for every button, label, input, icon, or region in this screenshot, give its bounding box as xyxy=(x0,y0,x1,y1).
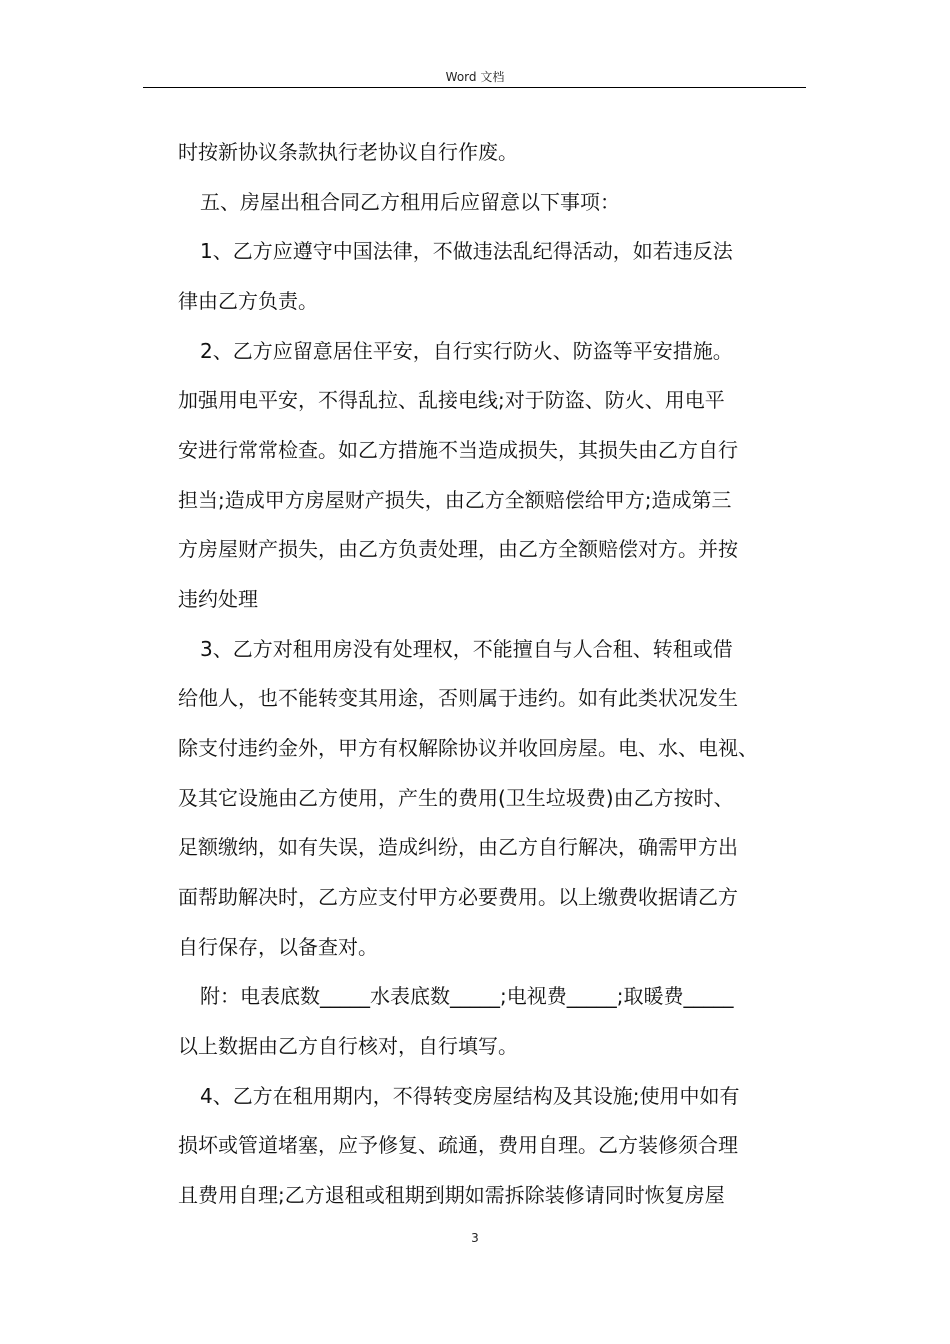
text-line: 1、乙方应遵守中国法律，不做违法乱纪得活动，如若违反法 xyxy=(200,239,733,263)
text-line: 律由乙方负责。 xyxy=(178,289,318,313)
text-line: 损坏或管道堵塞，应予修复、疏通，费用自理。乙方装修须合理 xyxy=(178,1133,738,1157)
text-line: 除支付违约金外，甲方有权解除协议并收回房屋。电、水、电视、 xyxy=(178,736,758,760)
text-line: 及其它设施由乙方使用，产生的费用(卫生垃圾费)由乙方按时、 xyxy=(178,786,734,810)
text-line: 且费用自理;乙方退租或租期到期如需拆除装修请同时恢复房屋 xyxy=(178,1183,725,1207)
section-heading: 五、房屋出租合同乙方租用后应留意以下事项： xyxy=(200,190,620,214)
page-number: 3 xyxy=(471,1231,479,1245)
header-label: Word 文档 xyxy=(445,70,505,84)
text-line: 安进行常常检查。如乙方措施不当造成损失，其损失由乙方自行 xyxy=(178,438,738,462)
text-line: 足额缴纳，如有失误，造成纠纷，由乙方自行解决，确需甲方出 xyxy=(178,835,738,859)
text-line: 担当;造成甲方房屋财产损失，由乙方全额赔偿给甲方;造成第三 xyxy=(178,488,732,512)
text-line: 4、乙方在租用期内，不得转变房屋结构及其设施;使用中如有 xyxy=(200,1084,740,1108)
header-divider xyxy=(143,87,806,88)
text-line: 附：电表底数_____水表底数_____;电视费_____;取暖费_____ xyxy=(200,984,734,1008)
text-line: 2、乙方应留意居住平安，自行实行防火、防盗等平安措施。 xyxy=(200,339,733,363)
text-line: 面帮助解决时，乙方应支付甲方必要费用。以上缴费收据请乙方 xyxy=(178,885,738,909)
text-line: 违约处理 xyxy=(178,587,258,611)
text-line: 3、乙方对租用房没有处理权，不能擅自与人合租、转租或借 xyxy=(200,637,733,661)
text-line: 给他人，也不能转变其用途，否则属于违约。如有此类状况发生 xyxy=(178,686,738,710)
text-line: 加强用电平安，不得乱拉、乱接电线;对于防盗、防火、用电平 xyxy=(178,388,725,412)
text-line: 自行保存，以备查对。 xyxy=(178,935,378,959)
text-line: 时按新协议条款执行老协议自行作废。 xyxy=(178,140,518,164)
text-line: 以上数据由乙方自行核对，自行填写。 xyxy=(178,1034,518,1058)
text-line: 方房屋财产损失，由乙方负责处理，由乙方全额赔偿对方。并按 xyxy=(178,537,738,561)
